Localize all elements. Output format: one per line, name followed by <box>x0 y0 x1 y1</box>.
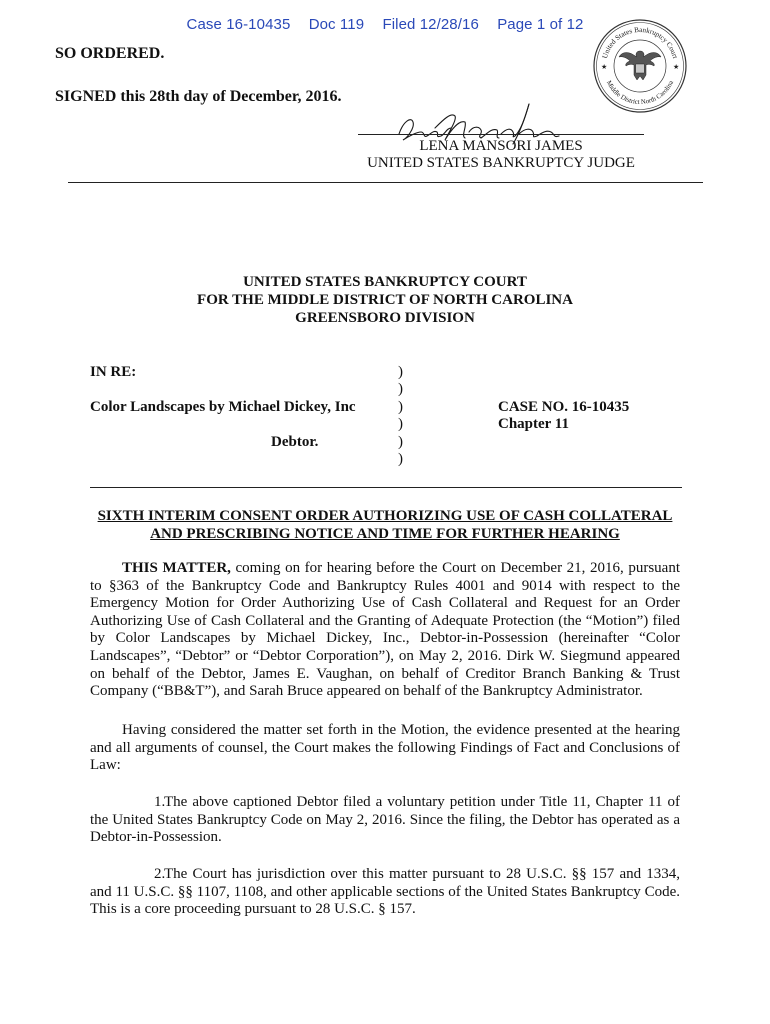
finding-text: The above captioned Debtor filed a voluntary petition under Title 11, Chapter 11 of the United States Bankruptcy Code on May 2, 2016. Since the filing, the Debtor has operated as a Debtor-in-Possession. <box>90 794 680 846</box>
header-page-number: Page 1 of 12 <box>497 16 584 33</box>
paragraph-this-matter <box>90 560 680 701</box>
caption-paren: ) <box>398 451 403 467</box>
signed-date-text: SIGNED this 28th day of December, 2016. <box>55 88 342 105</box>
caption-paren: ) <box>398 416 403 432</box>
order-title-line2: AND PRESCRIBING NOTICE AND TIME FOR FURTHER HEARING <box>150 526 620 542</box>
caption-chapter: Chapter 11 <box>498 416 569 432</box>
finding-2 <box>90 866 680 919</box>
header-filed-date: Filed 12/28/16 <box>382 16 479 33</box>
finding-number: 2. <box>154 866 166 882</box>
court-seal-icon <box>592 18 688 114</box>
seal-bottom-text: Middle District North Carolina <box>604 79 676 107</box>
finding-text: The Court has jurisdiction over this matter pursuant to 28 U.S.C. §§ 157 and 1334, and 11 U.S.C. §§ 1107, 1108, and other applicable sections of the United States Bankruptcy Code. This is a core proceeding pursuant to 28 U.S.C. § 157. <box>90 866 680 918</box>
caption-paren: ) <box>398 434 403 450</box>
paragraph-lead: THIS MATTER, <box>122 560 231 576</box>
caption-paren: ) <box>398 399 403 415</box>
seal-top-text: United States Bankruptcy Court <box>600 25 680 60</box>
caption-paren: ) <box>398 381 403 397</box>
svg-text:★: ★ <box>601 63 608 71</box>
order-title-line1: SIXTH INTERIM CONSENT ORDER AUTHORIZING USE OF CASH COLLATERAL <box>97 508 673 524</box>
finding-number: 1. <box>154 794 166 810</box>
court-name-line1: UNITED STATES BANKRUPTCY COURT <box>243 274 527 290</box>
signature-line <box>358 134 644 135</box>
order-divider <box>68 182 703 183</box>
caption-paren: ) <box>398 364 403 380</box>
court-name-line2: FOR THE MIDDLE DISTRICT OF NORTH CAROLINA <box>197 292 573 308</box>
paragraph-having-considered: Having considered the matter set forth in the Motion, the evidence presented at the hearing and all arguments of counsel, the Court makes the following Findings of Fact and Conclusions of Law: <box>90 722 680 774</box>
finding-1 <box>90 794 680 847</box>
caption-debtor-name: Color Landscapes by Michael Dickey, Inc <box>90 399 356 415</box>
svg-text:★: ★ <box>673 63 680 71</box>
court-name-line3: GREENSBORO DIVISION <box>295 310 475 326</box>
header-case-number: Case 16-10435 <box>186 16 291 33</box>
paragraph-text: coming on for hearing before the Court on December 21, 2016, pursuant to §363 of the Bankruptcy Code and Bankruptcy Rules 4001 and 9014 with respect to the Emergency Motion for Order Authorizing Use of Cash Collateral and Request for an Order Authorizing Use of Cash Collateral and the Granting of Adequate Protection (the “Motion”) filed by Color Landscapes by Michael Dickey, Inc., Debtor-in-Possession (hereinafter “Color Landscapes”, “Debtor” or “Debtor Corporation”), on May 2, 2016. Dirk W. Siegmund appeared on behalf of the Debtor, James E. Vaughan, on behalf of Creditor Branch Banking & Trust Company (“BB&T”), and Sarah Bruce appeared on behalf of the Bankruptcy Administrator. <box>90 560 681 700</box>
so-ordered-text: SO ORDERED. <box>55 45 165 62</box>
caption-case-number: CASE NO. 16-10435 <box>498 399 630 415</box>
judge-title: UNITED STATES BANKRUPTCY JUDGE <box>367 155 635 171</box>
judge-name: LENA MANSORI JAMES <box>419 138 583 154</box>
header-doc-number: Doc 119 <box>308 16 365 33</box>
caption-debtor-label: Debtor. <box>271 434 319 450</box>
caption-in-re: IN RE: <box>90 364 137 380</box>
caption-divider <box>90 487 682 488</box>
